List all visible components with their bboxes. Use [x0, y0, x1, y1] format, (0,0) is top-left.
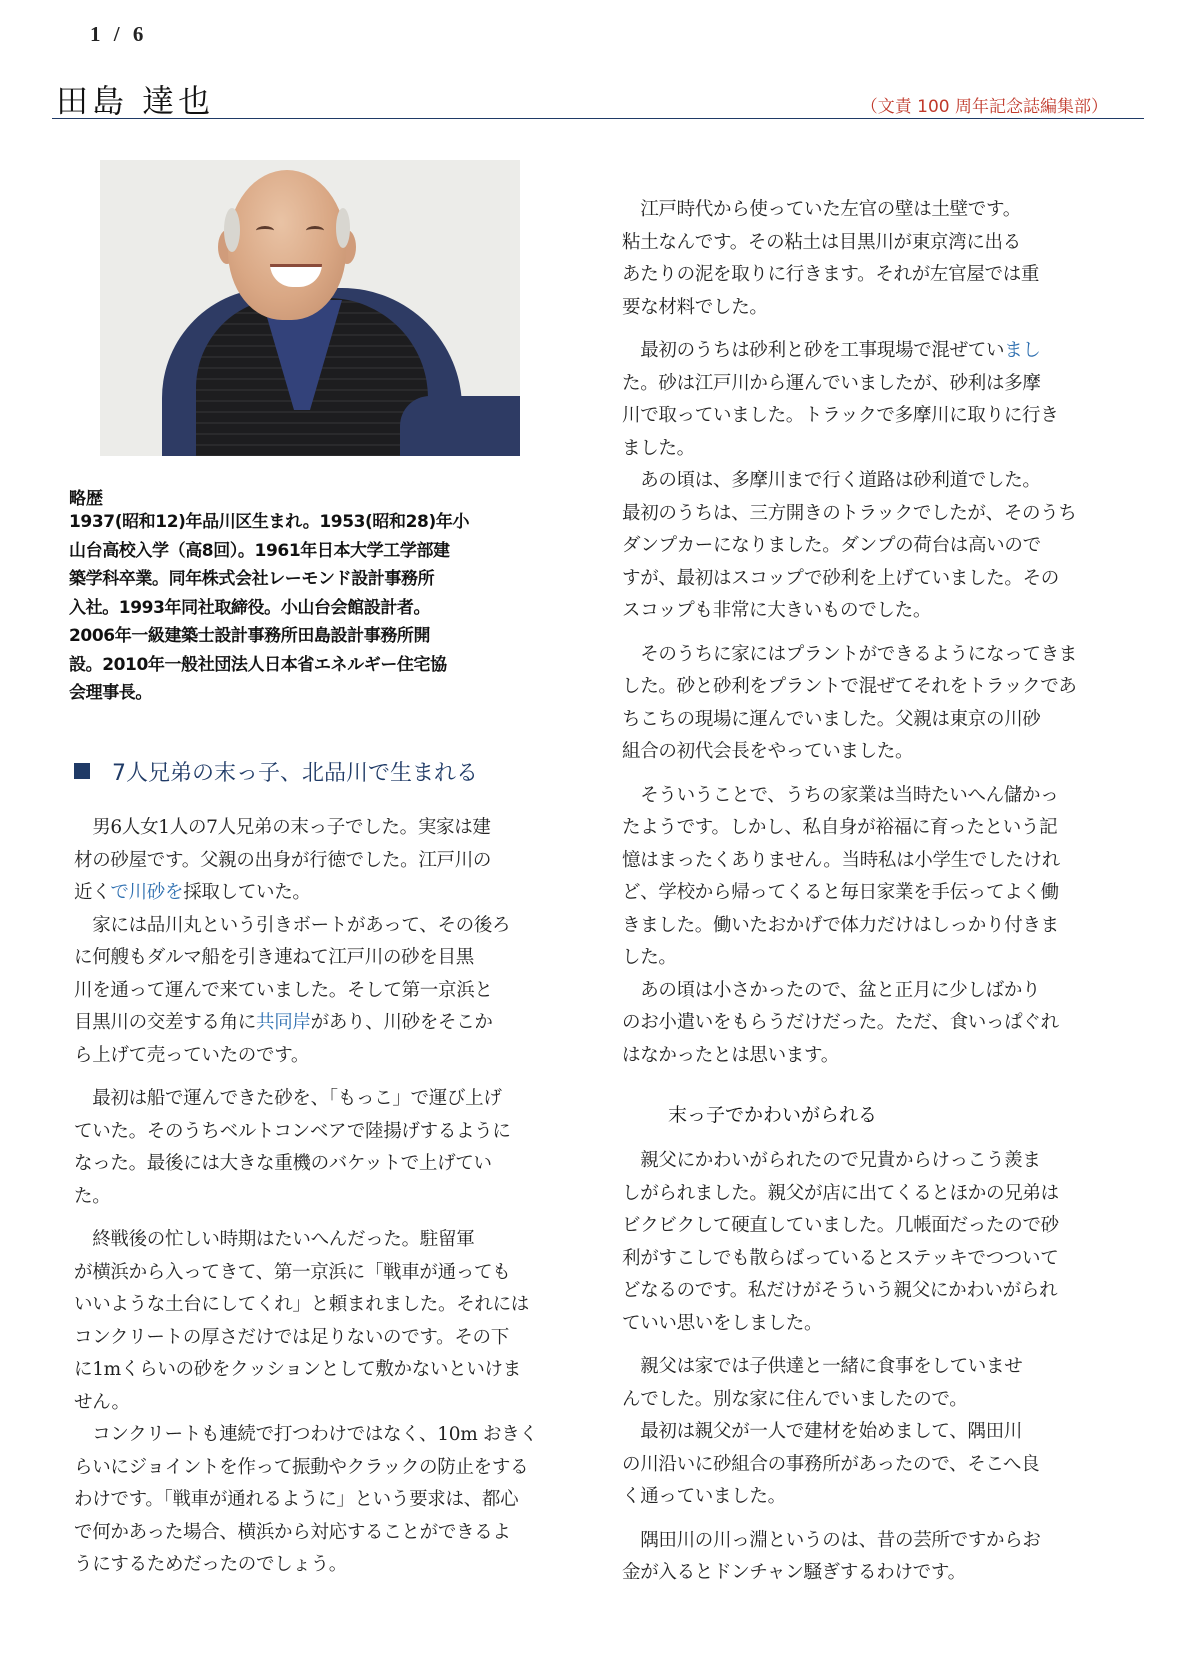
- bio-text: [69, 508, 534, 708]
- text-line: そのうちに家にはプラントができるようになってきま: [622, 643, 1078, 665]
- text-line: 江戸時代から使っていた左官の壁は土壁です。: [622, 199, 1021, 220]
- photo-eye-right: [306, 226, 324, 235]
- text-line: 利がすこしでも散らばっているとステッキでつついて: [622, 1247, 1059, 1269]
- text-line: らいにジョイントを作って振動やクラックの防止をする: [74, 1456, 529, 1478]
- text-line: 親父にかわいがられたので兄貴からけっこう羨ま: [622, 1150, 1041, 1171]
- text-line: 最初は親父が一人で建材を始めまして、隅田川: [622, 1421, 1023, 1442]
- editor-credit: （文責 100 周年記念誌編集部）: [860, 97, 1108, 117]
- bio-line: 設。2010年一般社団法人日本省エネルギー住宅協: [69, 654, 447, 675]
- text-line: た。砂は江戸川から運んでいましたが、砂利は多摩: [622, 372, 1041, 394]
- bio-line: 会理事長。: [69, 683, 152, 703]
- text-line: で何かあった場合、横浜から対応することができるよ: [74, 1521, 511, 1543]
- photo-arm: [400, 396, 520, 456]
- text-fragment: 近く: [74, 882, 111, 903]
- text-line: 組合の初代会長をやっていました。: [622, 741, 914, 762]
- highlighted-text: まし: [1004, 340, 1041, 361]
- text-line: 粘土なんです。その粘土は目黒川が東京湾に出る: [622, 231, 1021, 253]
- text-line: 男6人女1人の7人兄弟の末っ子でした。実家は建: [74, 817, 491, 838]
- text-line: いいような土台にしてくれ」と頼まれました。それには: [74, 1294, 530, 1315]
- text-fragment: があり、川砂をそこか: [310, 1012, 493, 1033]
- text-line: ど、学校から帰ってくると毎日家業を手伝ってよく働: [622, 882, 1059, 903]
- text-line: 最初は船で運んできた砂を、「もっこ」で運び上げ: [74, 1088, 502, 1109]
- text-fragment: 目黒川の交差する角に: [74, 1012, 257, 1033]
- text-line: く通っていました。: [622, 1486, 786, 1507]
- photo-eye-left: [256, 226, 274, 235]
- text-line: 要な材料でした。: [622, 296, 768, 318]
- text-line: わけです。「戦車が通れるように」という要求は、都心: [74, 1489, 519, 1510]
- square-bullet-icon: [74, 763, 90, 779]
- text-line: [74, 877, 574, 910]
- text-line: すが、最初はスコップで砂利を上げていました。その: [622, 567, 1059, 589]
- bio-title: 略歴: [69, 489, 103, 509]
- portrait-photo: [100, 160, 520, 456]
- text-line: 家には品川丸という引きボートがあって、その後ろ: [74, 914, 511, 936]
- section-heading: [74, 756, 478, 787]
- text-line: 親父は家では子供達と一緒に食事をしていませ: [622, 1356, 1023, 1377]
- text-line: 終戦後の忙しい時期はたいへんだった。駐留軍: [74, 1229, 475, 1250]
- text-line: 川で取っていました。トラックで多摩川に取りに行き: [622, 405, 1059, 426]
- text-line: んでした。別な家に住んでいましたので。: [622, 1388, 968, 1410]
- text-line: どなるのです。私だけがそういう親父にかわいがられ: [622, 1280, 1058, 1301]
- page-header: [52, 76, 1144, 119]
- text-line: ダンプカーになりました。ダンプの荷台は高いので: [622, 535, 1041, 556]
- text-line: しがられました。親父が店に出てくるとほかの兄弟は: [622, 1182, 1059, 1204]
- photo-head: [228, 170, 346, 320]
- text-line: あたりの泥を取りに行きます。それが左官屋では重: [622, 264, 1040, 285]
- text-line: せん。: [74, 1391, 130, 1413]
- text-line: 金が入るとドンチャン騒ぎするわけです。: [622, 1562, 966, 1583]
- bio-line: 1937(昭和12)年品川区生まれ。1953(昭和28)年小: [69, 512, 470, 532]
- right-column-body: [622, 194, 1122, 1072]
- section-heading-text: 7人兄弟の末っ子、北品川で生まれる: [112, 761, 478, 786]
- highlighted-text: で川砂を: [110, 882, 184, 903]
- text-line: コンクリートも連続で打つわけではなく、10m おきく: [74, 1424, 538, 1445]
- bio-line: 2006年一級建築士設計事務所田島設計事務所開: [69, 626, 431, 646]
- text-line: きました。働いたおかげで体力だけはしっかり付きま: [622, 914, 1059, 936]
- text-line: ら上げて売っていたのです。: [74, 1044, 310, 1066]
- text-line: 川を通って運んで来ていました。そして第一京浜と: [74, 979, 493, 1001]
- text-line: ていた。そのうちベルトコンベアで陸揚げするように: [74, 1120, 511, 1142]
- text-line: たようです。しかし、私自身が裕福に育ったという記: [622, 817, 1058, 838]
- text-line: [74, 1007, 574, 1040]
- text-line: うにするためだったのでしょう。: [74, 1554, 348, 1575]
- bio-line: 山台高校入学（高8回）。1961年日本大学工学部建: [69, 540, 450, 561]
- text-line: の川沿いに砂組合の事務所があったので、そこへ良: [622, 1453, 1040, 1475]
- photo-hair-right: [336, 208, 350, 248]
- text-line: のお小遣いをもらうだけだった。ただ、食いっぱぐれ: [622, 1012, 1059, 1033]
- text-line: ちこちの現場に運んでいました。父親は東京の川砂: [622, 708, 1041, 730]
- text-line: た。: [74, 1185, 111, 1207]
- text-fragment: 採取していた。: [183, 882, 311, 903]
- right-column-body-lower: [622, 1145, 1122, 1590]
- left-column-body: [74, 812, 574, 1582]
- text-line: ビクビクして硬直していました。几帳面だったので砂: [622, 1215, 1059, 1236]
- text-line: に1mくらいの砂をクッションとして敷かないといけま: [74, 1359, 521, 1380]
- text-line: に何艘もダルマ船を引き連ねて江戸川の砂を目黒: [74, 947, 474, 968]
- text-line: あの頃は小さかったので、盆と正月に少しばかり: [622, 979, 1041, 1001]
- author-name: 田島 達也: [56, 82, 215, 120]
- sub-heading: 末っ子でかわいがられる: [668, 1104, 878, 1126]
- text-fragment: 最初のうちは砂利と砂を工事現場で混ぜてい: [622, 340, 1005, 361]
- text-line: 材の砂屋です。父親の出身が行徳でした。江戸川の: [74, 849, 492, 871]
- bio-line: 入社。1993年同社取締役。小山台会館設計者。: [69, 597, 431, 618]
- text-line: 最初のうちは、三方開きのトラックでしたが、そのうち: [622, 502, 1077, 524]
- text-line: 隅田川の川っ淵というのは、昔の芸所ですからお: [622, 1529, 1041, 1551]
- text-line: [622, 335, 1122, 368]
- text-line: コンクリートの厚さだけでは足りないのです。その下: [74, 1326, 509, 1348]
- text-line: が横浜から入ってきて、第一京浜に「戦車が通っても: [74, 1261, 511, 1283]
- bio-line: 築学科卒業。同年株式会社レーモンド設計事務所: [69, 569, 435, 589]
- page-number: 1 / 6: [90, 22, 148, 46]
- text-line: ていい思いをしました。: [622, 1312, 823, 1334]
- text-line: はなかったとは思います。: [622, 1044, 839, 1066]
- text-line: した。: [622, 947, 677, 968]
- text-line: ました。: [622, 437, 695, 459]
- text-line: あの頃は、多摩川まで行く道路は砂利道でした。: [622, 470, 1041, 491]
- highlighted-text: 共同岸: [256, 1012, 311, 1033]
- photo-hair-left: [224, 208, 240, 252]
- text-line: スコップも非常に大きいものでした。: [622, 600, 932, 621]
- text-line: した。砂と砂利をプラントで混ぜてそれをトラックであ: [622, 676, 1077, 697]
- text-line: なった。最後には大きな重機のバケットで上げてい: [74, 1153, 492, 1174]
- text-line: そういうことで、うちの家業は当時たいへん儲かっ: [622, 784, 1059, 806]
- text-line: 憶はまったくありません。当時私は小学生でしたけれ: [622, 849, 1060, 871]
